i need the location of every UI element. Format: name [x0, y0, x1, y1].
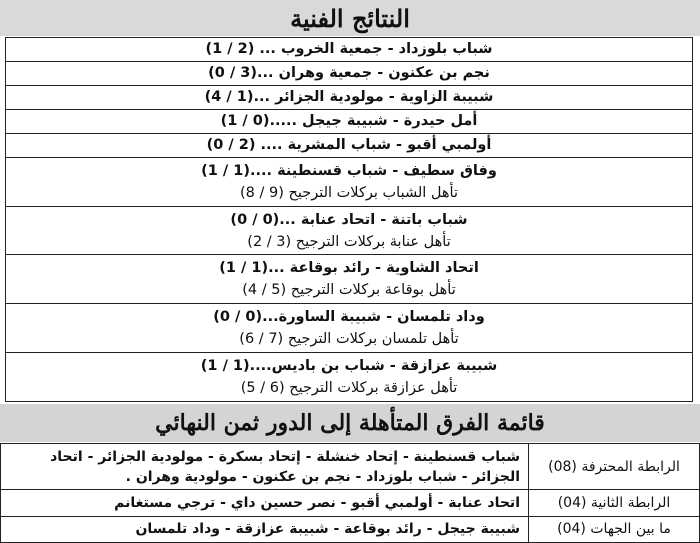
penalty-note: تأهل الشباب بركلات الترجيح (9 / 8): [240, 184, 459, 201]
match-result: شباب باتنة - اتحاد عنابة ...(0 / 0): [230, 211, 468, 228]
league-category: الرابطة الثانية (04): [528, 490, 699, 515]
match-result: شبيبة الزاوية - مولودية الجزائر ...(1 / 4): [204, 89, 494, 106]
match-result: أولمبي أقبو - شباب المشرية .... (2 / 0): [206, 137, 492, 154]
result-row: [6, 86, 692, 110]
results-table: [5, 37, 693, 402]
league-category: الرابطة المحترفة (08): [528, 444, 699, 489]
match-result: وداد تلمسان - شبيبة الساورة...(0 / 0): [213, 309, 485, 326]
match-result: نجم بن عكنون - جمعية وهران ...(3 / 0): [208, 65, 490, 82]
qualified-teams: اتحاد عنابة - أولمبي أقبو - نصر حسين داي - ترجي مستغانم: [114, 494, 520, 511]
result-row: [6, 62, 692, 86]
results-title: النتائج الفنية: [290, 3, 410, 33]
result-row: [6, 304, 692, 353]
match-result: شباب بلوزداد - جمعية الخروب ... (2 / 1): [205, 41, 493, 58]
penalty-note: تأهل عنابة بركلات الترجيح (3 / 2): [247, 233, 451, 250]
result-row: [6, 134, 692, 158]
match-result: اتحاد الشاوية - رائد بوقاعة ...(1 / 1): [219, 260, 479, 277]
qualified-row: [1, 517, 699, 542]
results-title-band: [0, 0, 700, 36]
match-result: وفاق سطيف - شباب قسنطينة ....(1 / 1): [201, 162, 497, 179]
penalty-note: تأهل عزازقة بركلات الترجيح (6 / 5): [240, 380, 458, 397]
result-row: [6, 255, 692, 304]
qualified-teams: شباب قسنطينة - إتحاد خنشلة - إتحاد بسكرة - مولودية الجزائر - اتحاد الجزائر - شباب بلوزداد - نجم بن عكنون - مولودية وهران .: [50, 448, 520, 485]
qualified-table: [0, 443, 700, 543]
match-result: شبيبة عزازقة - شباب بن باديس....(1 / 1): [200, 358, 498, 375]
qualified-row: [1, 490, 699, 516]
qualified-title-band: [0, 404, 700, 442]
result-row: [6, 207, 692, 256]
match-result: أمل حيدرة - شبيبة جيجل .....(0 / 1): [220, 113, 478, 130]
qualified-teams: شبيبة جيجل - رائد بوقاعة - شبيبة عزازقة - وداد تلمسان: [135, 521, 520, 538]
penalty-note: تأهل بوقاعة بركلات الترجيح (5 / 4): [242, 282, 456, 299]
qualified-row: [1, 444, 699, 490]
result-row: [6, 158, 692, 207]
qualified-title: قائمة الفرق المتأهلة إلى الدور ثمن النهائي: [155, 410, 545, 436]
result-row: [6, 353, 692, 401]
penalty-note: تأهل تلمسان بركلات الترجيح (7 / 6): [239, 331, 459, 348]
league-category: ما بين الجهات (04): [528, 517, 699, 542]
result-row: [6, 38, 692, 62]
result-row: [6, 110, 692, 134]
